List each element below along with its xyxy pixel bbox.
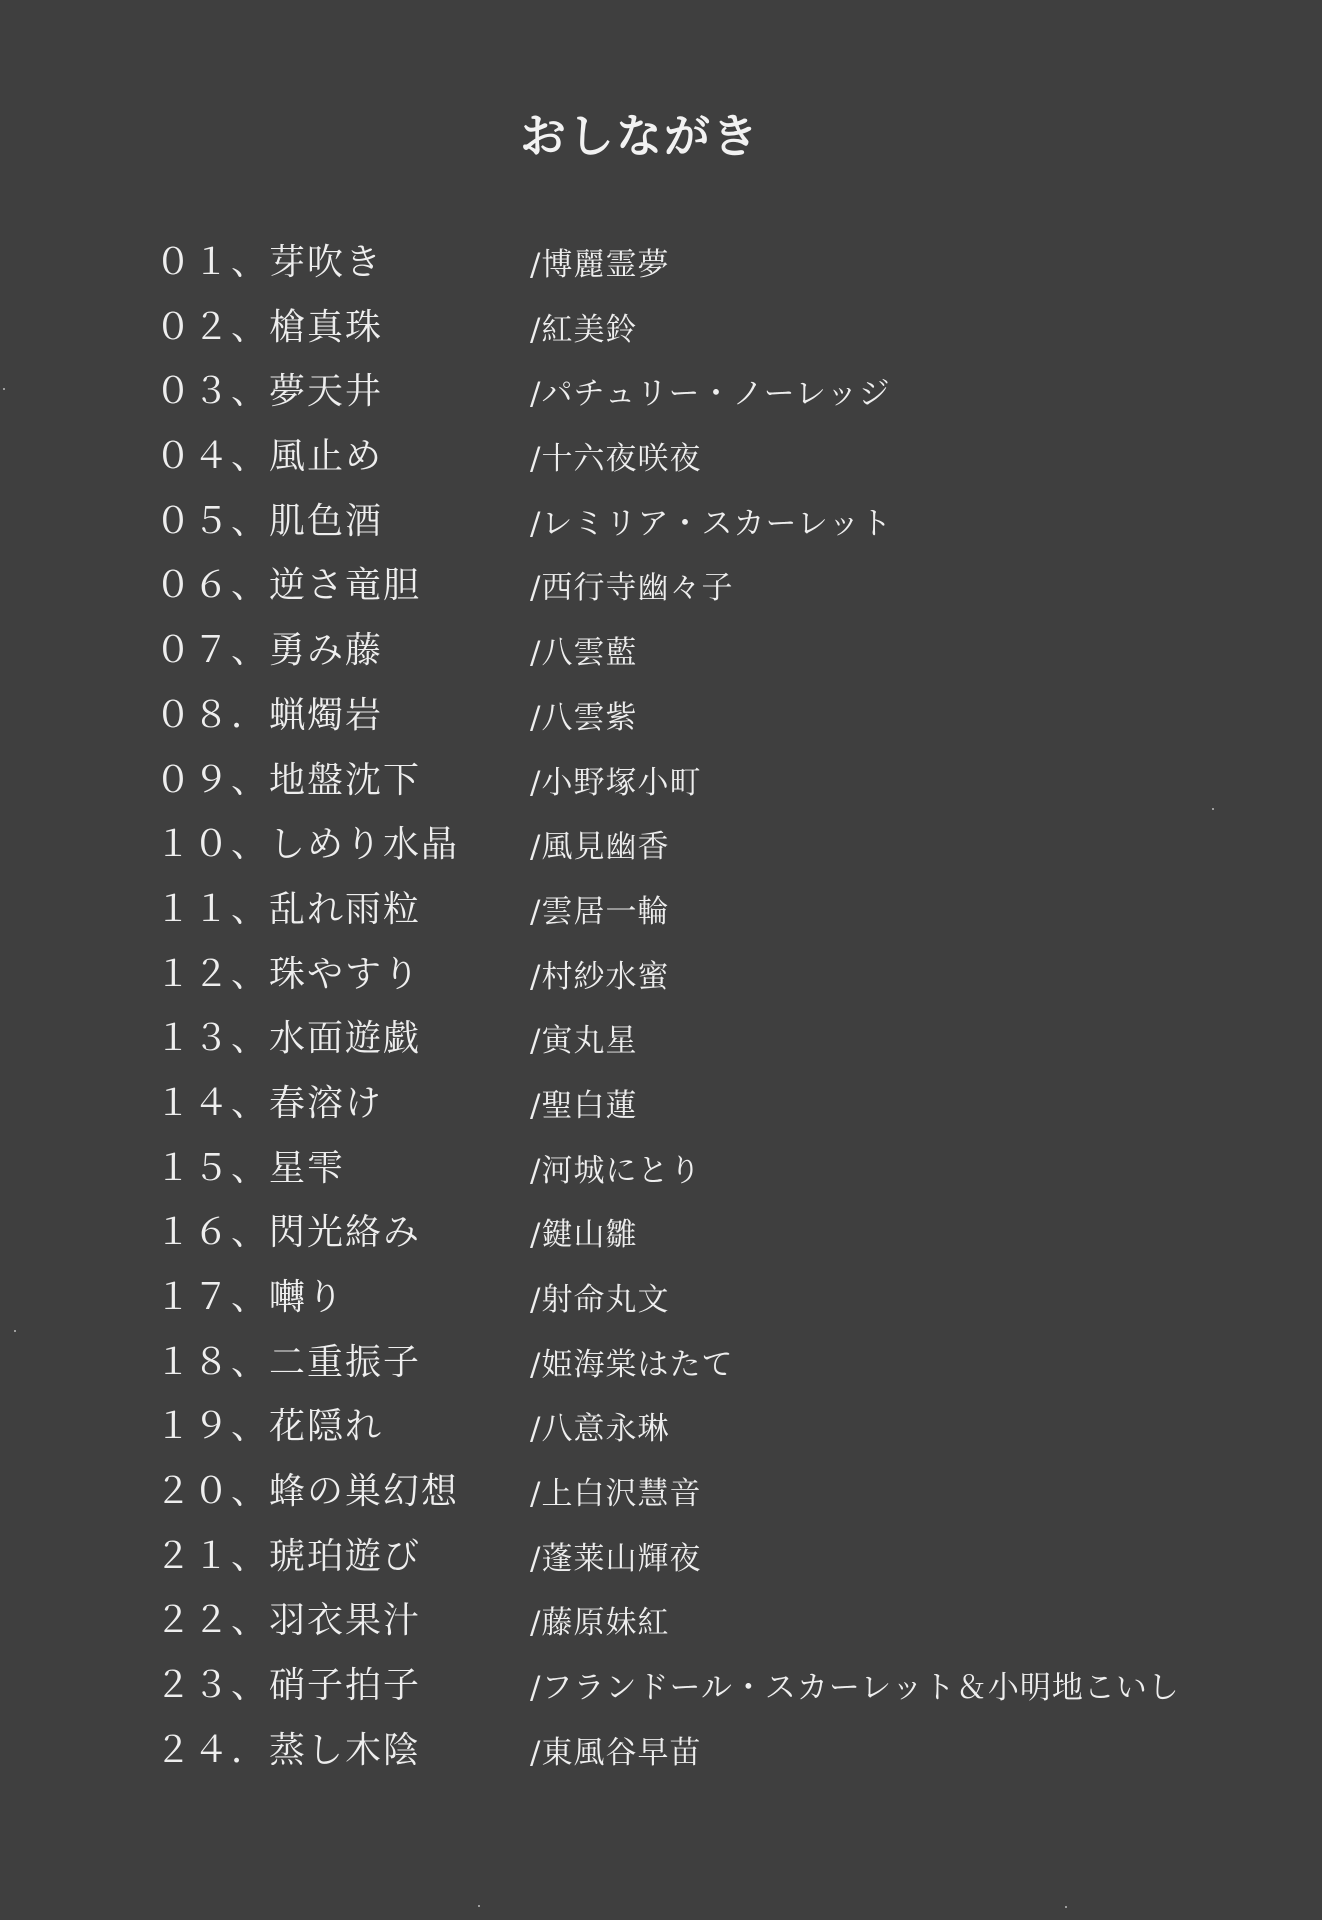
track-row: [155, 1340, 1275, 1405]
track-title: ２２、羽衣果汁: [155, 1600, 422, 1642]
track-title: ０３、夢天井: [155, 371, 384, 413]
track-title: ０５、肌色酒: [155, 500, 384, 542]
track-row: [155, 758, 1275, 823]
track-row: [155, 1081, 1275, 1146]
track-row: [155, 1210, 1275, 1275]
track-row: [155, 499, 1275, 564]
track-row: [155, 434, 1275, 499]
track-character: /東風谷早苗: [530, 1734, 702, 1771]
track-character: /西行寺幽々子: [530, 570, 734, 607]
track-title: ０７、勇み藤: [155, 630, 384, 672]
paper-speck: [14, 1330, 16, 1332]
paper-speck: [1065, 1906, 1067, 1908]
track-row: [155, 305, 1275, 370]
track-character: /風見幽香: [530, 829, 670, 866]
track-character: /河城にとり: [530, 1152, 702, 1189]
track-character: /射命丸文: [530, 1282, 670, 1318]
track-title: １８、二重振子: [155, 1341, 422, 1383]
track-character: /鍵山雛: [530, 1217, 638, 1254]
track-row: [155, 1016, 1275, 1081]
track-row: [155, 822, 1275, 887]
track-title: ２０、蜂の巣幻想: [155, 1471, 460, 1513]
track-character: /八雲藍: [530, 635, 638, 672]
track-title: ０１、芽吹き: [155, 242, 384, 283]
track-title: １５、星雫: [155, 1147, 346, 1189]
track-title: １０、しめり水晶: [155, 824, 460, 866]
page-title: おしながき: [520, 109, 760, 163]
track-row: [155, 369, 1275, 434]
track-row: [155, 240, 1275, 305]
track-character: /パチュリー・ノーレッジ: [530, 376, 891, 413]
track-character: /八雲紫: [530, 699, 638, 736]
paper-speck: [3, 388, 5, 390]
track-title: １２、珠やすり: [155, 953, 422, 995]
track-character: /レミリア・スカーレット: [530, 505, 893, 542]
track-title: ０８．蝋燭岩: [155, 694, 384, 736]
track-character: /聖白蓮: [530, 1087, 638, 1124]
track-character: /蓬莱山輝夜: [530, 1540, 702, 1577]
track-row: [155, 1404, 1275, 1469]
track-title: ０４、風止め: [155, 436, 384, 478]
track-row: [155, 693, 1275, 758]
track-character: /紅美鈴: [530, 311, 638, 348]
track-row: [155, 1598, 1275, 1663]
track-row: [155, 952, 1275, 1017]
track-title: ２３、硝子拍子: [155, 1665, 422, 1707]
track-title: ２４．蒸し木陰: [155, 1729, 422, 1771]
track-title: ０９、地盤沈下: [155, 759, 422, 801]
track-character: /藤原妹紅: [530, 1605, 670, 1642]
track-row: [155, 1275, 1275, 1340]
track-character: /姫海棠はたて: [530, 1346, 734, 1383]
track-title: １７、囀り: [155, 1277, 346, 1318]
track-character: /博麗霊夢: [530, 247, 670, 283]
track-character: /フランドール・スカーレット＆小明地こいし: [530, 1670, 1180, 1707]
track-row: [155, 1469, 1275, 1534]
track-character: /上白沢慧音: [530, 1476, 702, 1513]
track-character: /雲居一輪: [530, 893, 670, 930]
track-character: /小野塚小町: [530, 764, 702, 801]
track-character: /十六夜咲夜: [530, 441, 702, 478]
track-row: [155, 563, 1275, 628]
track-row: [155, 1146, 1275, 1211]
track-title: １１、乱れ雨粒: [155, 888, 422, 930]
track-title: １３、水面遊戯: [155, 1018, 422, 1060]
track-character: /村紗水蜜: [530, 958, 670, 995]
track-title: ２１、琥珀遊び: [155, 1535, 422, 1577]
track-character: /八意永琳: [530, 1411, 670, 1448]
track-row: [155, 628, 1275, 693]
track-row: [155, 1534, 1275, 1599]
track-character: /寅丸星: [530, 1023, 638, 1060]
track-title: １９、花隠れ: [155, 1406, 384, 1448]
track-title: ０２、槍真珠: [155, 306, 384, 348]
track-row: [155, 887, 1275, 952]
track-title: ０６、逆さ竜胆: [155, 565, 422, 607]
track-title: １４、春溶け: [155, 1082, 384, 1124]
track-list: [155, 240, 1275, 1793]
track-row: [155, 1663, 1275, 1728]
paper-speck: [478, 1905, 480, 1907]
track-title: １６、閃光絡み: [155, 1212, 422, 1254]
paper-speck: [1212, 808, 1214, 810]
track-row: [155, 1728, 1275, 1793]
